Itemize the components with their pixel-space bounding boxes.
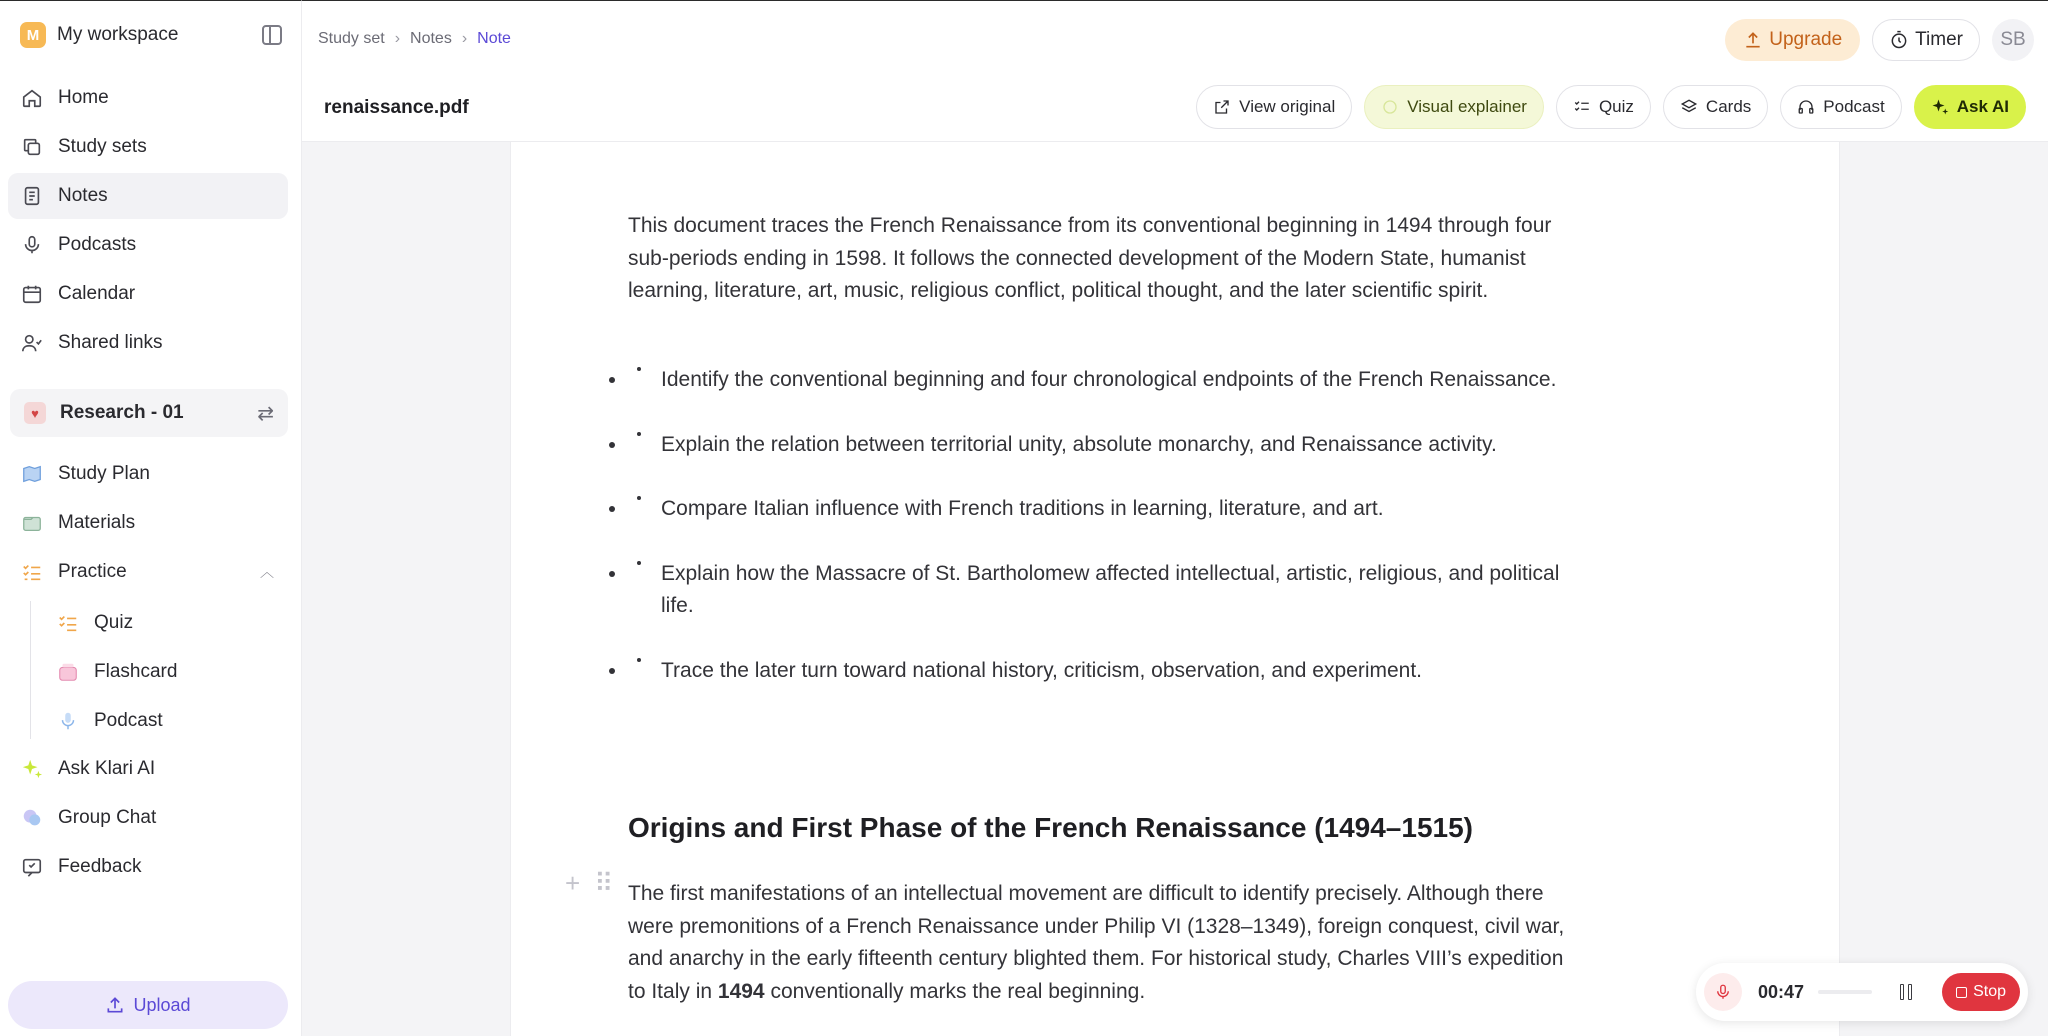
- sidebar-item-podcast[interactable]: [44, 698, 288, 744]
- sidebar-item-flashcard[interactable]: [44, 649, 288, 695]
- ask-ai-label: Ask AI: [1956, 97, 2009, 116]
- chat-icon: [20, 806, 44, 830]
- sidebar-item-calendar[interactable]: [8, 271, 288, 317]
- main-nav: [8, 75, 288, 366]
- spinner-icon: [1381, 98, 1399, 116]
- timer-button[interactable]: [1872, 19, 1980, 61]
- visual-explainer-button[interactable]: [1364, 85, 1544, 129]
- notes-icon: [20, 184, 44, 208]
- intro-paragraph: This document traces the French Renaissance from its conventional beginning in 1494 through four sub-periods ending in 1598. It follows the connected development of the Modern State, humanist learning, literature, art, music, religious conflict, political thought, and the later scientific spirit.: [628, 214, 1552, 302]
- recording-progress: [1818, 990, 1872, 994]
- sidebar-item-study-plan[interactable]: [8, 451, 288, 497]
- checklist-icon: [20, 560, 44, 584]
- stop-button[interactable]: [1942, 973, 2020, 1011]
- section-text-before: The first manifestations of an intellectual movement are difficult to identify precisely. Although there were premonitions of a French Renaissance under Philip VI (1328–1349), foreign conquest, civil war, and anarchy in the early fifteenth century blighted them. For historical study, Charles VIII’s expedition to Italy in: [628, 882, 1565, 1003]
- visual-explainer-label: Visual explainer: [1407, 97, 1527, 116]
- home-icon: [20, 86, 44, 110]
- sidebar-item-label: Feedback: [58, 856, 142, 877]
- add-block-icon[interactable]: +: [565, 868, 581, 898]
- timer-label: Timer: [1915, 29, 1963, 50]
- workspace-switcher[interactable]: [20, 21, 282, 49]
- external-link-icon: [1213, 98, 1231, 116]
- recording-widget: [1696, 963, 2028, 1021]
- sidebar-item-label: Podcast: [94, 710, 163, 731]
- stop-label: Stop: [1973, 983, 2006, 1000]
- quiz-label: Quiz: [1598, 97, 1634, 116]
- folder-icon: [20, 511, 44, 535]
- sidebar-item-quiz[interactable]: [44, 600, 288, 646]
- copy-icon: [20, 135, 44, 159]
- mic-button[interactable]: [1704, 973, 1742, 1011]
- recording-time: 00:47: [1758, 981, 1805, 1002]
- breadcrumb-study-set[interactable]: Study set: [318, 30, 385, 47]
- upgrade-label: Upgrade: [1769, 29, 1843, 50]
- list-item: • Compare Italian influence with French traditions in learning, literature, and art.: [628, 493, 1578, 526]
- sidebar-item-practice[interactable]: [8, 549, 288, 595]
- microphone-icon: [20, 233, 44, 257]
- list-item: • Explain the relation between territorial unity, absolute monarchy, and Renaissance activity.: [628, 429, 1578, 462]
- sidebar-item-ask-klari-ai[interactable]: [8, 746, 288, 792]
- layers-icon: [1680, 98, 1698, 116]
- sidebar-item-home[interactable]: [8, 75, 288, 121]
- workspace-name: My workspace: [57, 24, 179, 45]
- swap-icon[interactable]: ⇄: [257, 402, 274, 425]
- study-set-switcher[interactable]: [10, 389, 288, 437]
- sidebar-item-study-sets[interactable]: [8, 124, 288, 170]
- sidebar-item-label: Quiz: [94, 612, 134, 633]
- upload-icon: [105, 995, 125, 1015]
- headphones-icon: [1797, 98, 1815, 116]
- top-right-controls: [1725, 19, 2034, 61]
- ask-ai-button[interactable]: [1914, 85, 2026, 129]
- list-item: • Explain how the Massacre of St. Bartholomew affected intellectual, artistic, religious, and political life.: [628, 558, 1578, 623]
- sidebar-item-label: Practice: [58, 561, 127, 582]
- avatar[interactable]: SB: [1992, 19, 2034, 61]
- feedback-icon: [20, 855, 44, 879]
- sidebar-item-label: Materials: [58, 512, 136, 533]
- sidebar: [0, 0, 302, 1036]
- drag-handle-icon[interactable]: ⠿: [594, 868, 614, 898]
- section-text-after: conventionally marks the real beginning.: [764, 979, 1146, 1003]
- sidebar-item-notes[interactable]: [8, 173, 288, 219]
- flashcard-icon: [56, 660, 80, 684]
- study-nav: [8, 451, 288, 595]
- breadcrumb: [318, 30, 511, 48]
- pause-button[interactable]: [1900, 984, 1912, 1000]
- block-tools: [565, 868, 613, 899]
- document-actions: [1196, 85, 2026, 129]
- sparkle-icon: [20, 757, 44, 781]
- upload-label: Upload: [133, 994, 191, 1015]
- users-icon: [20, 331, 44, 355]
- sidebar-item-label: Group Chat: [58, 807, 157, 828]
- podcast-label: Podcast: [1823, 97, 1885, 116]
- microphone-icon: [1714, 983, 1732, 1001]
- upgrade-button[interactable]: [1725, 19, 1860, 61]
- breadcrumb-separator: ›: [461, 30, 468, 47]
- objectives-list: [628, 364, 1578, 719]
- sidebar-item-label: Notes: [58, 185, 108, 206]
- podcast-button[interactable]: [1780, 85, 1901, 129]
- list-item: • Trace the later turn toward national history, criticism, observation, and experiment.: [628, 655, 1578, 688]
- checklist-icon: [1573, 98, 1591, 116]
- sidebar-item-label: Shared links: [58, 332, 163, 353]
- sidebar-item-podcasts[interactable]: [8, 222, 288, 268]
- calendar-icon: [20, 282, 44, 306]
- sidebar-item-feedback[interactable]: [8, 844, 288, 890]
- heart-icon: ♥: [24, 402, 46, 424]
- sidebar-item-shared-links[interactable]: [8, 320, 288, 366]
- chevron-up-icon[interactable]: ︿: [260, 564, 274, 580]
- breadcrumb-notes[interactable]: Notes: [410, 30, 452, 47]
- pause-bar: [1900, 984, 1904, 1000]
- cards-button[interactable]: [1663, 85, 1768, 129]
- sidebar-item-label: Calendar: [58, 283, 136, 304]
- sidebar-item-label: Ask Klari AI: [58, 758, 156, 779]
- upload-icon: [1743, 30, 1763, 50]
- document-content: [510, 142, 1840, 1036]
- sparkle-icon: [1931, 98, 1949, 116]
- section-heading: Origins and First Phase of the French Renaissance (1494–1515): [628, 812, 1473, 843]
- bottom-nav: [8, 746, 288, 890]
- map-icon: [20, 462, 44, 486]
- stopwatch-icon: [1889, 30, 1909, 50]
- section-paragraph: [628, 878, 1578, 1008]
- sidebar-item-label: Study Plan: [58, 463, 150, 484]
- breadcrumb-separator: ›: [394, 30, 401, 47]
- sidebar-item-materials[interactable]: [8, 500, 288, 546]
- section-text-bold: 1494: [717, 979, 765, 1003]
- sidebar-item-label: Home: [58, 87, 109, 108]
- top-bar: [302, 0, 2048, 142]
- document-filename: renaissance.pdf: [324, 97, 469, 118]
- quiz-button[interactable]: [1556, 85, 1651, 129]
- pause-bar: [1908, 984, 1912, 1000]
- quiz-icon: [56, 611, 80, 635]
- sidebar-toggle-icon[interactable]: [262, 25, 282, 45]
- stop-icon: [1956, 987, 1967, 998]
- sidebar-item-label: Podcasts: [58, 234, 137, 255]
- cards-label: Cards: [1705, 97, 1752, 116]
- study-set-name: Research - 01: [60, 402, 184, 423]
- upload-button[interactable]: [8, 981, 288, 1029]
- sidebar-item-group-chat[interactable]: [8, 795, 288, 841]
- practice-tree-line: [30, 601, 31, 739]
- practice-subnav: [44, 600, 288, 744]
- sidebar-item-label: Flashcard: [94, 661, 178, 682]
- list-item: • Identify the conventional beginning and four chronological endpoints of the French Renaissance.: [628, 364, 1578, 397]
- sidebar-item-label: Study sets: [58, 136, 147, 157]
- view-original-label: View original: [1239, 97, 1336, 116]
- workspace-badge: M: [20, 22, 46, 48]
- view-original-button[interactable]: [1196, 85, 1352, 129]
- microphone-icon: [56, 709, 80, 733]
- breadcrumb-note: Note: [477, 30, 511, 47]
